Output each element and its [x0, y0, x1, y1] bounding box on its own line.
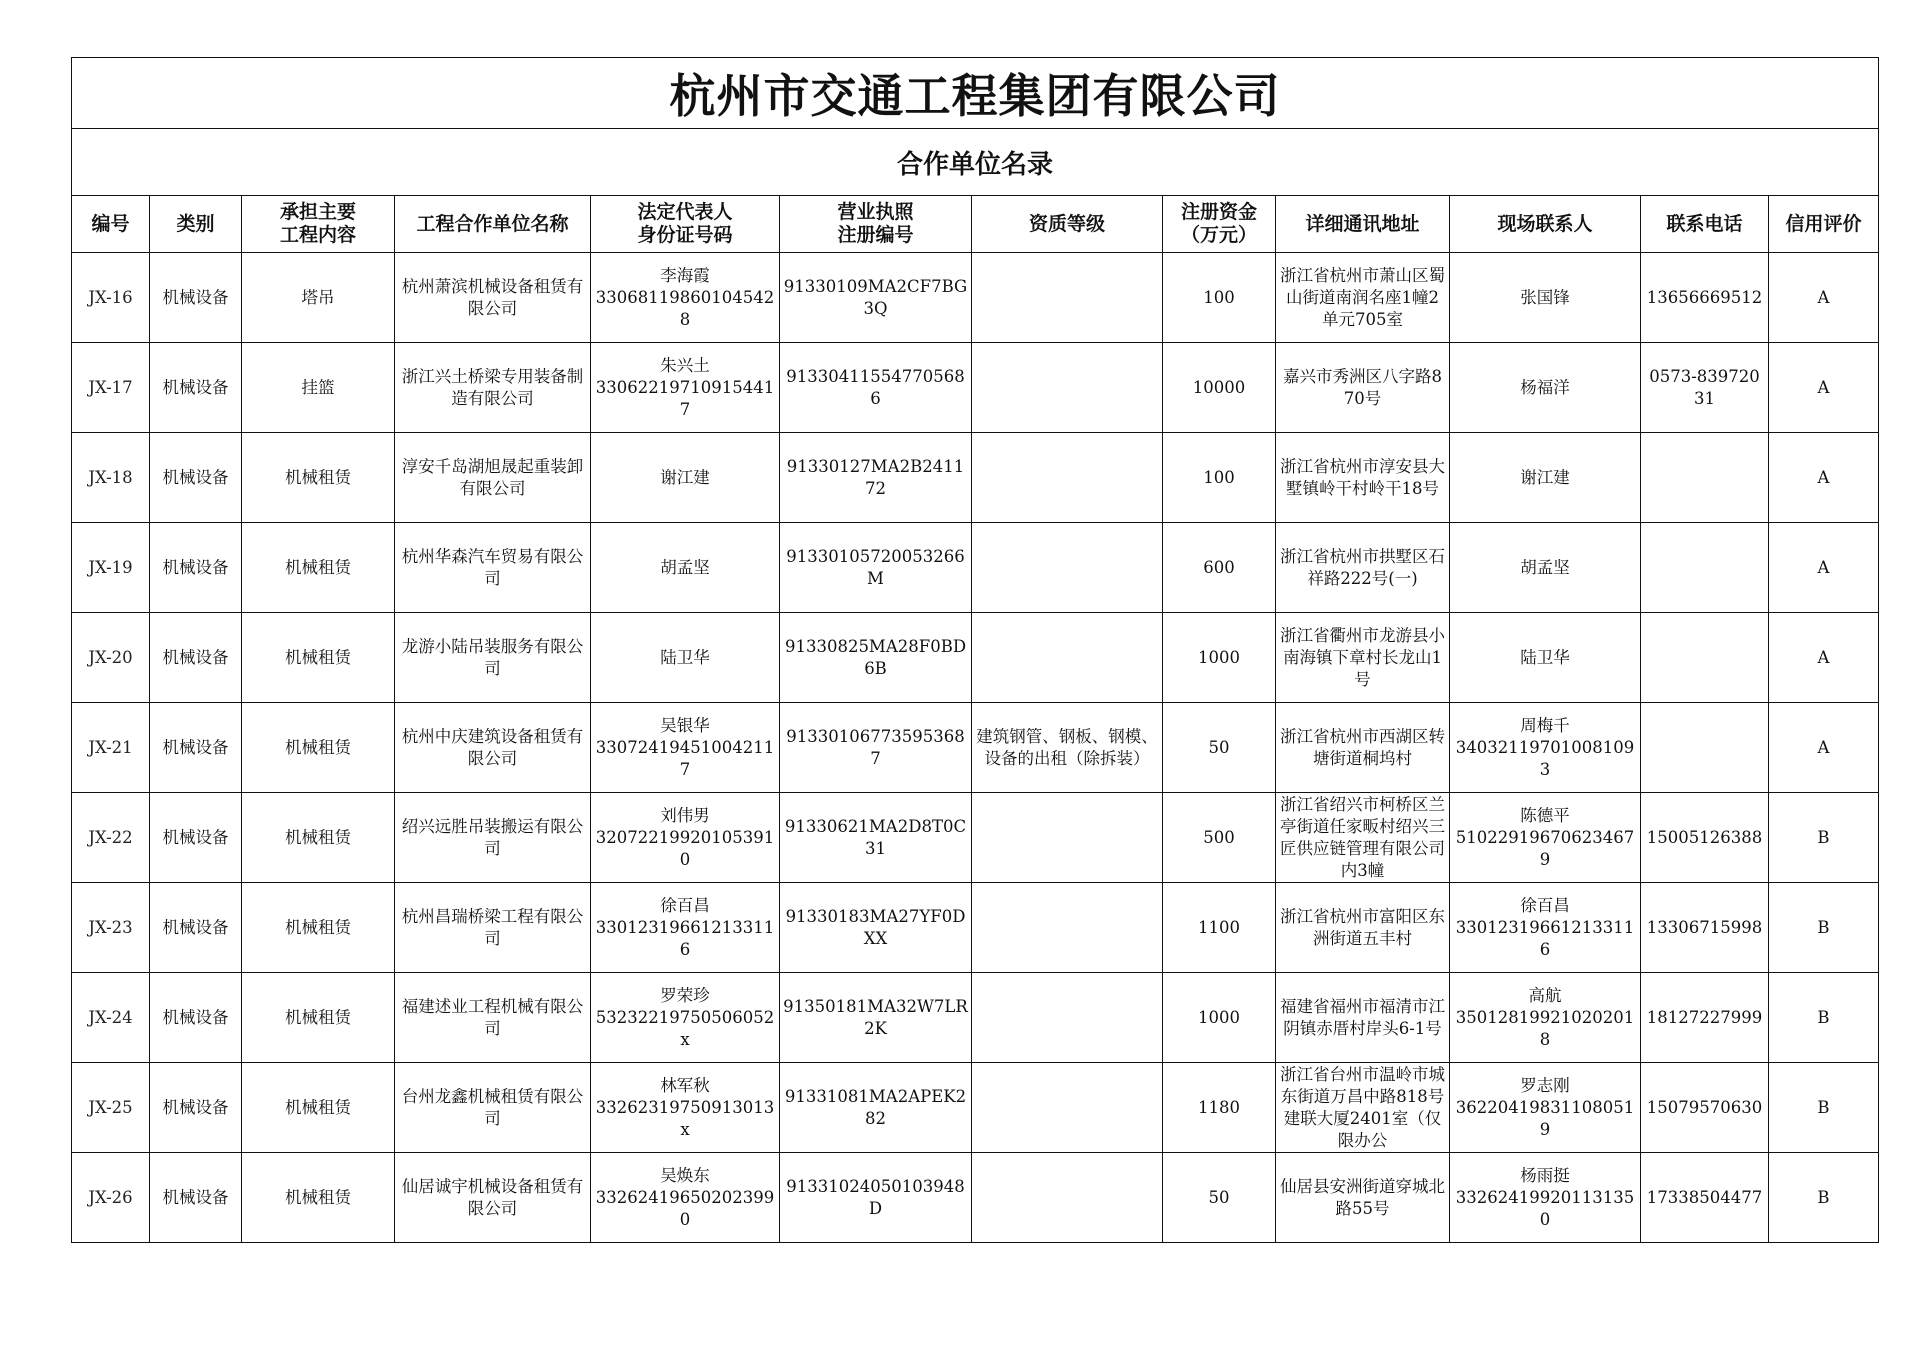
cell-contact	[1450, 883, 1641, 973]
legal-rep-id: 330681198601045428	[595, 287, 775, 329]
cell-license: 9133010572005326​6M	[780, 523, 972, 613]
legal-rep-name: 吴银华	[660, 715, 710, 735]
cell-legal-rep	[591, 613, 780, 703]
partner-roster-table	[71, 57, 1879, 1243]
cell-legal-rep	[591, 703, 780, 793]
legal-rep-id: 330622197109154417	[595, 377, 775, 419]
contact-name: 徐百昌	[1520, 895, 1570, 915]
contact-name: 胡孟坚	[1520, 557, 1570, 577]
contact-name: 陆卫华	[1520, 647, 1570, 667]
contact-name: 高航	[1528, 985, 1562, 1005]
legal-rep-id: 53232219750506052x	[595, 1007, 775, 1049]
cell-id: JX-18	[72, 433, 150, 523]
cell-phone: 17338504477	[1641, 1153, 1769, 1243]
contact-id: 332624199201131350	[1455, 1187, 1635, 1229]
cell-phone: 13656669512	[1641, 253, 1769, 343]
cell-category: 机械设备	[150, 253, 242, 343]
cell-category: 机械设备	[150, 973, 242, 1063]
cell-scope: 机械租赁	[242, 523, 395, 613]
cell-category: 机械设备	[150, 613, 242, 703]
cell-phone: 15005126388	[1641, 793, 1769, 883]
contact-name: 罗志刚	[1520, 1075, 1570, 1095]
cell-scope: 挂篮	[242, 343, 395, 433]
cell-legal-rep	[591, 1063, 780, 1153]
contact-name: 陈德平	[1520, 805, 1570, 825]
table-row	[72, 343, 1879, 433]
contact-name: 杨福洋	[1520, 377, 1570, 397]
column-header-rating: 信用评价	[1769, 196, 1879, 253]
cell-company: 浙江兴土桥梁专用装备制造有限公司	[395, 343, 591, 433]
contact-id: 330123196612133116	[1455, 917, 1635, 959]
cell-rating: B	[1769, 883, 1879, 973]
cell-category: 机械设备	[150, 1063, 242, 1153]
cell-contact	[1450, 343, 1641, 433]
table-row	[72, 433, 1879, 523]
cell-qualification	[972, 1153, 1163, 1243]
column-header-phone: 联系电话	[1641, 196, 1769, 253]
cell-company: 杭州昌瑞桥梁工程有限公司	[395, 883, 591, 973]
legal-rep-id: 320722199201053910	[595, 827, 775, 869]
cell-scope: 机械租赁	[242, 433, 395, 523]
cell-legal-rep	[591, 343, 780, 433]
cell-capital: 50	[1163, 1153, 1276, 1243]
cell-contact	[1450, 253, 1641, 343]
cell-scope: 塔吊	[242, 253, 395, 343]
table-row	[72, 613, 1879, 703]
legal-rep-id: 330724194510042117	[595, 737, 775, 779]
table-row	[72, 793, 1879, 883]
cell-address: 福建省福州市福清市江阴镇赤厝村岸头6-1号	[1276, 973, 1450, 1063]
cell-company: 杭州中庆建筑设备租赁有限公司	[395, 703, 591, 793]
contact-id: 362204198311080519	[1455, 1097, 1635, 1139]
cell-capital: 1000	[1163, 613, 1276, 703]
cell-license: 913304115547705686	[780, 343, 972, 433]
cell-phone	[1641, 523, 1769, 613]
cell-address: 浙江省杭州市拱墅区石祥路222号(一)	[1276, 523, 1450, 613]
cell-legal-rep	[591, 973, 780, 1063]
cell-category: 机械设备	[150, 703, 242, 793]
document-subtitle: 合作单位名录	[72, 129, 1879, 196]
column-header-scope: 承担主要 工程内容	[242, 196, 395, 253]
cell-id: JX-24	[72, 973, 150, 1063]
cell-scope: 机械租赁	[242, 973, 395, 1063]
cell-address: 仙居县安洲街道穿城北路55号	[1276, 1153, 1450, 1243]
cell-address: 浙江省杭州市萧山区蜀山街道南润名座1幢2单元705室	[1276, 253, 1450, 343]
cell-qualification	[972, 883, 1163, 973]
cell-contact	[1450, 523, 1641, 613]
legal-rep-name: 吴焕东	[660, 1165, 710, 1185]
table-row	[72, 703, 1879, 793]
cell-id: JX-16	[72, 253, 150, 343]
contact-name: 谢江建	[1520, 467, 1570, 487]
cell-id: JX-21	[72, 703, 150, 793]
cell-qualification	[972, 973, 1163, 1063]
cell-scope: 机械租赁	[242, 1063, 395, 1153]
cell-contact	[1450, 1153, 1641, 1243]
cell-license: 91330183MA27YF0DXX	[780, 883, 972, 973]
column-header-row	[72, 196, 1879, 253]
column-header-legal-rep: 法定代表人 身份证号码	[591, 196, 780, 253]
cell-category: 机械设备	[150, 343, 242, 433]
table-row	[72, 1063, 1879, 1153]
cell-rating: A	[1769, 523, 1879, 613]
cell-capital: 500	[1163, 793, 1276, 883]
cell-rating: B	[1769, 973, 1879, 1063]
cell-qualification	[972, 613, 1163, 703]
cell-license: 91330127MA2B241172	[780, 433, 972, 523]
cell-qualification	[972, 1063, 1163, 1153]
cell-id: JX-25	[72, 1063, 150, 1153]
table-row	[72, 1153, 1879, 1243]
table-row	[72, 523, 1879, 613]
cell-capital: 100	[1163, 253, 1276, 343]
cell-phone	[1641, 703, 1769, 793]
cell-address: 浙江省绍兴市柯桥区兰亭街道任家畈村绍兴三匠供应链管理有限公司内3幢	[1276, 793, 1450, 883]
cell-phone: 15079570630	[1641, 1063, 1769, 1153]
cell-legal-rep	[591, 793, 780, 883]
document-title: 杭州市交通工程集团有限公司	[72, 58, 1879, 129]
contact-name: 杨雨挺	[1520, 1165, 1570, 1185]
column-header-capital: 注册资金 （万元）	[1163, 196, 1276, 253]
cell-address: 嘉兴市秀洲区八字路870号	[1276, 343, 1450, 433]
cell-legal-rep	[591, 523, 780, 613]
cell-address: 浙江省杭州市富阳区东洲街道五丰村	[1276, 883, 1450, 973]
cell-id: JX-17	[72, 343, 150, 433]
cell-scope: 机械租赁	[242, 703, 395, 793]
cell-rating: A	[1769, 343, 1879, 433]
cell-license: 91331024050103948D	[780, 1153, 972, 1243]
cell-phone	[1641, 433, 1769, 523]
column-header-contact: 现场联系人	[1450, 196, 1641, 253]
cell-company: 淳安千岛湖旭晟起重装卸有限公司	[395, 433, 591, 523]
cell-contact	[1450, 613, 1641, 703]
legal-rep-name: 李海霞	[660, 265, 710, 285]
cell-contact	[1450, 973, 1641, 1063]
legal-rep-name: 陆卫华	[660, 647, 710, 667]
column-header-qualification: 资质等级	[972, 196, 1163, 253]
cell-rating: A	[1769, 703, 1879, 793]
cell-legal-rep	[591, 253, 780, 343]
cell-phone: 13306715998	[1641, 883, 1769, 973]
cell-license: 91330621MA2D8T0C31	[780, 793, 972, 883]
cell-legal-rep	[591, 1153, 780, 1243]
legal-rep-name: 胡孟坚	[660, 557, 710, 577]
legal-rep-name: 徐百昌	[660, 895, 710, 915]
legal-rep-name: 谢江建	[660, 467, 710, 487]
legal-rep-id: 330123196612133116	[595, 917, 775, 959]
cell-company: 杭州华森汽车贸易有限公司	[395, 523, 591, 613]
cell-address: 浙江省台州市温岭市城东街道万昌中路818号建联大厦2401室（仅限办公	[1276, 1063, 1450, 1153]
cell-company: 绍兴远胜吊装搬运有限公司	[395, 793, 591, 883]
cell-category: 机械设备	[150, 793, 242, 883]
cell-rating: A	[1769, 433, 1879, 523]
cell-phone: 0573-83972031	[1641, 343, 1769, 433]
cell-rating: B	[1769, 793, 1879, 883]
roster-body	[72, 253, 1879, 1243]
table-row	[72, 253, 1879, 343]
cell-capital: 10000	[1163, 343, 1276, 433]
cell-rating: A	[1769, 253, 1879, 343]
cell-category: 机械设备	[150, 523, 242, 613]
cell-capital: 1100	[1163, 883, 1276, 973]
cell-phone	[1641, 613, 1769, 703]
cell-phone: 18127227999	[1641, 973, 1769, 1063]
cell-capital: 600	[1163, 523, 1276, 613]
cell-contact	[1450, 433, 1641, 523]
cell-license: 91331081MA2APEK282	[780, 1063, 972, 1153]
contact-name: 张国锋	[1520, 287, 1570, 307]
cell-license: 91330825MA28F0BD6B	[780, 613, 972, 703]
cell-address: 浙江省杭州市西湖区转塘街道桐坞村	[1276, 703, 1450, 793]
cell-rating: B	[1769, 1063, 1879, 1153]
table-row	[72, 883, 1879, 973]
cell-legal-rep	[591, 883, 780, 973]
cell-qualification	[972, 253, 1163, 343]
legal-rep-name: 朱兴土	[660, 355, 710, 375]
legal-rep-name: 刘伟男	[660, 805, 710, 825]
cell-company: 龙游小陆吊装服务有限公司	[395, 613, 591, 703]
cell-qualification: 建筑钢管、钢板、钢模、设备的出租（除拆装）	[972, 703, 1163, 793]
cell-contact	[1450, 703, 1641, 793]
cell-qualification	[972, 793, 1163, 883]
cell-license: 913301067735953687	[780, 703, 972, 793]
document-sheet	[71, 57, 1878, 1243]
cell-scope: 机械租赁	[242, 793, 395, 883]
cell-company: 福建述业工程机械有限公司	[395, 973, 591, 1063]
cell-address: 浙江省衢州市龙游县小南海镇下章村长龙山1号	[1276, 613, 1450, 703]
cell-id: JX-23	[72, 883, 150, 973]
cell-qualification	[972, 343, 1163, 433]
cell-company: 杭州萧滨机械设备租赁有限公司	[395, 253, 591, 343]
table-row	[72, 973, 1879, 1063]
column-header-company: 工程合作单位名称	[395, 196, 591, 253]
contact-id: 350128199210202018	[1455, 1007, 1635, 1049]
contact-name: 周梅千	[1520, 715, 1570, 735]
cell-id: JX-22	[72, 793, 150, 883]
contact-id: 340321197010081093	[1455, 737, 1635, 779]
cell-company: 仙居诚宇机械设备租赁有限公司	[395, 1153, 591, 1243]
cell-id: JX-26	[72, 1153, 150, 1243]
cell-company: 台州龙鑫机械租赁有限公司	[395, 1063, 591, 1153]
cell-category: 机械设备	[150, 433, 242, 523]
legal-rep-id: 33262319750913013x	[595, 1097, 775, 1139]
cell-scope: 机械租赁	[242, 613, 395, 703]
cell-scope: 机械租赁	[242, 883, 395, 973]
cell-license: 91330109MA2CF7BG3Q	[780, 253, 972, 343]
column-header-address: 详细通讯地址	[1276, 196, 1450, 253]
legal-rep-name: 罗荣珍	[660, 985, 710, 1005]
cell-id: JX-19	[72, 523, 150, 613]
cell-legal-rep	[591, 433, 780, 523]
legal-rep-id: 332624196502023990	[595, 1187, 775, 1229]
cell-rating: B	[1769, 1153, 1879, 1243]
cell-contact	[1450, 793, 1641, 883]
cell-capital: 1000	[1163, 973, 1276, 1063]
column-header-license: 营业执照 注册编号	[780, 196, 972, 253]
cell-license: 91350181MA32W7LR2K	[780, 973, 972, 1063]
contact-id: 510229196706234679	[1455, 827, 1635, 869]
cell-capital: 1180	[1163, 1063, 1276, 1153]
cell-category: 机械设备	[150, 1153, 242, 1243]
cell-address: 浙江省杭州市淳安县大墅镇岭干村岭干18号	[1276, 433, 1450, 523]
cell-qualification	[972, 433, 1163, 523]
cell-capital: 100	[1163, 433, 1276, 523]
cell-qualification	[972, 523, 1163, 613]
cell-capital: 50	[1163, 703, 1276, 793]
cell-id: JX-20	[72, 613, 150, 703]
cell-category: 机械设备	[150, 883, 242, 973]
legal-rep-name: 林军秋	[660, 1075, 710, 1095]
cell-scope: 机械租赁	[242, 1153, 395, 1243]
cell-rating: A	[1769, 613, 1879, 703]
cell-contact	[1450, 1063, 1641, 1153]
column-header-category: 类别	[150, 196, 242, 253]
column-header-id: 编号	[72, 196, 150, 253]
